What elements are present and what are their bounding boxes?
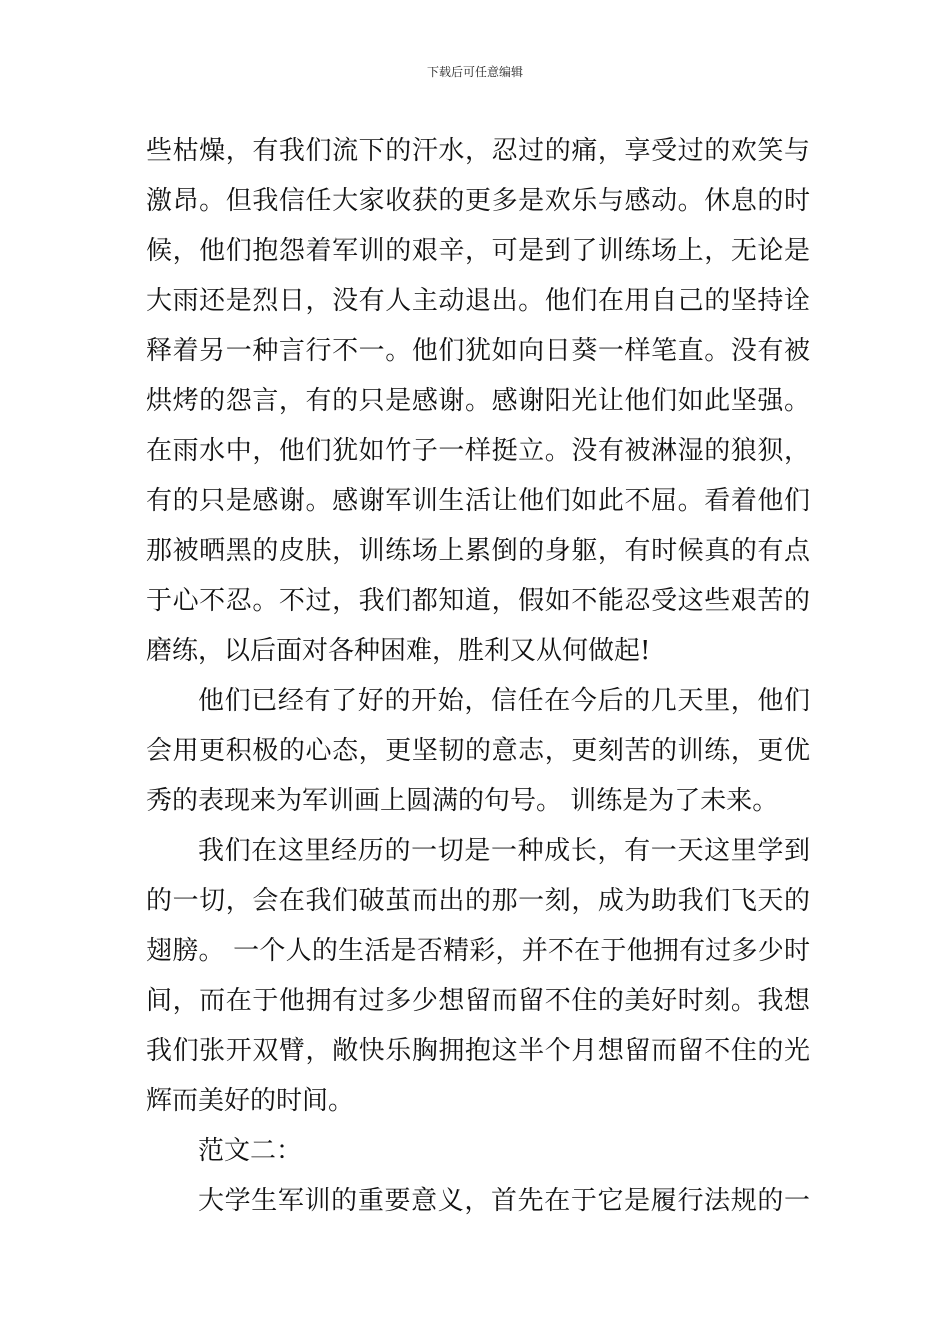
text-line: 磨练，以后面对各种困难，胜利又从何做起! — [146, 636, 651, 666]
text-line: 会用更积极的心态，更坚韧的意志，更刻苦的训练，更优 — [146, 736, 810, 766]
text-line: 有的只是感谢。感谢军训生活让他们如此不屈。看着他们 — [146, 486, 810, 516]
text-line: 在雨水中，他们犹如竹子一样挺立。没有被淋湿的狼狈， — [146, 436, 810, 466]
text-line: 辉而美好的时间。 — [146, 1086, 355, 1116]
text-line: 翅膀。 一个人的生活是否精彩，并不在于他拥有过多少时 — [146, 936, 810, 966]
text-line: 于心不忍。不过，我们都知道，假如不能忍受这些艰苦的 — [146, 586, 810, 616]
text-line: 秀的表现来为军训画上圆满的句号。 训练是为了未来。 — [146, 786, 779, 816]
text-line: 大学生军训的重要意义，首先在于它是履行法规的一 — [198, 1186, 810, 1216]
text-line: 释着另一种言行不一。他们犹如向日葵一样笔直。没有被 — [146, 336, 810, 366]
page-header: 下载后可任意编辑 — [426, 65, 523, 79]
text-line: 激昂。但我信任大家收获的更多是欢乐与感动。休息的时 — [146, 186, 810, 216]
text-line: 他们已经有了好的开始，信任在今后的几天里，他们 — [198, 686, 810, 716]
text-line: 的一切，会在我们破茧而出的那一刻，成为助我们飞天的 — [146, 886, 810, 916]
text-line: 那被晒黑的皮肤，训练场上累倒的身躯，有时候真的有点 — [146, 536, 810, 566]
text-line: 烘烤的怨言，有的只是感谢。感谢阳光让他们如此坚强。 — [146, 386, 810, 416]
text-line: 候，他们抱怨着军训的艰辛，可是到了训练场上，无论是 — [146, 236, 810, 266]
text-line: 我们在这里经历的一切是一种成长，有一天这里学到 — [198, 836, 810, 866]
text-line: 范文二： — [198, 1136, 303, 1166]
text-line: 大雨还是烈日，没有人主动退出。他们在用自己的坚持诠 — [146, 286, 810, 316]
document-body — [146, 126, 810, 1226]
text-line: 些枯燥，有我们流下的汗水，忍过的痛，享受过的欢笑与 — [146, 136, 810, 166]
text-line: 我们张开双臂，敞快乐胸拥抱这半个月想留而留不住的光 — [146, 1036, 810, 1066]
text-line: 间，而在于他拥有过多少想留而留不住的美好时刻。我想 — [146, 986, 810, 1016]
